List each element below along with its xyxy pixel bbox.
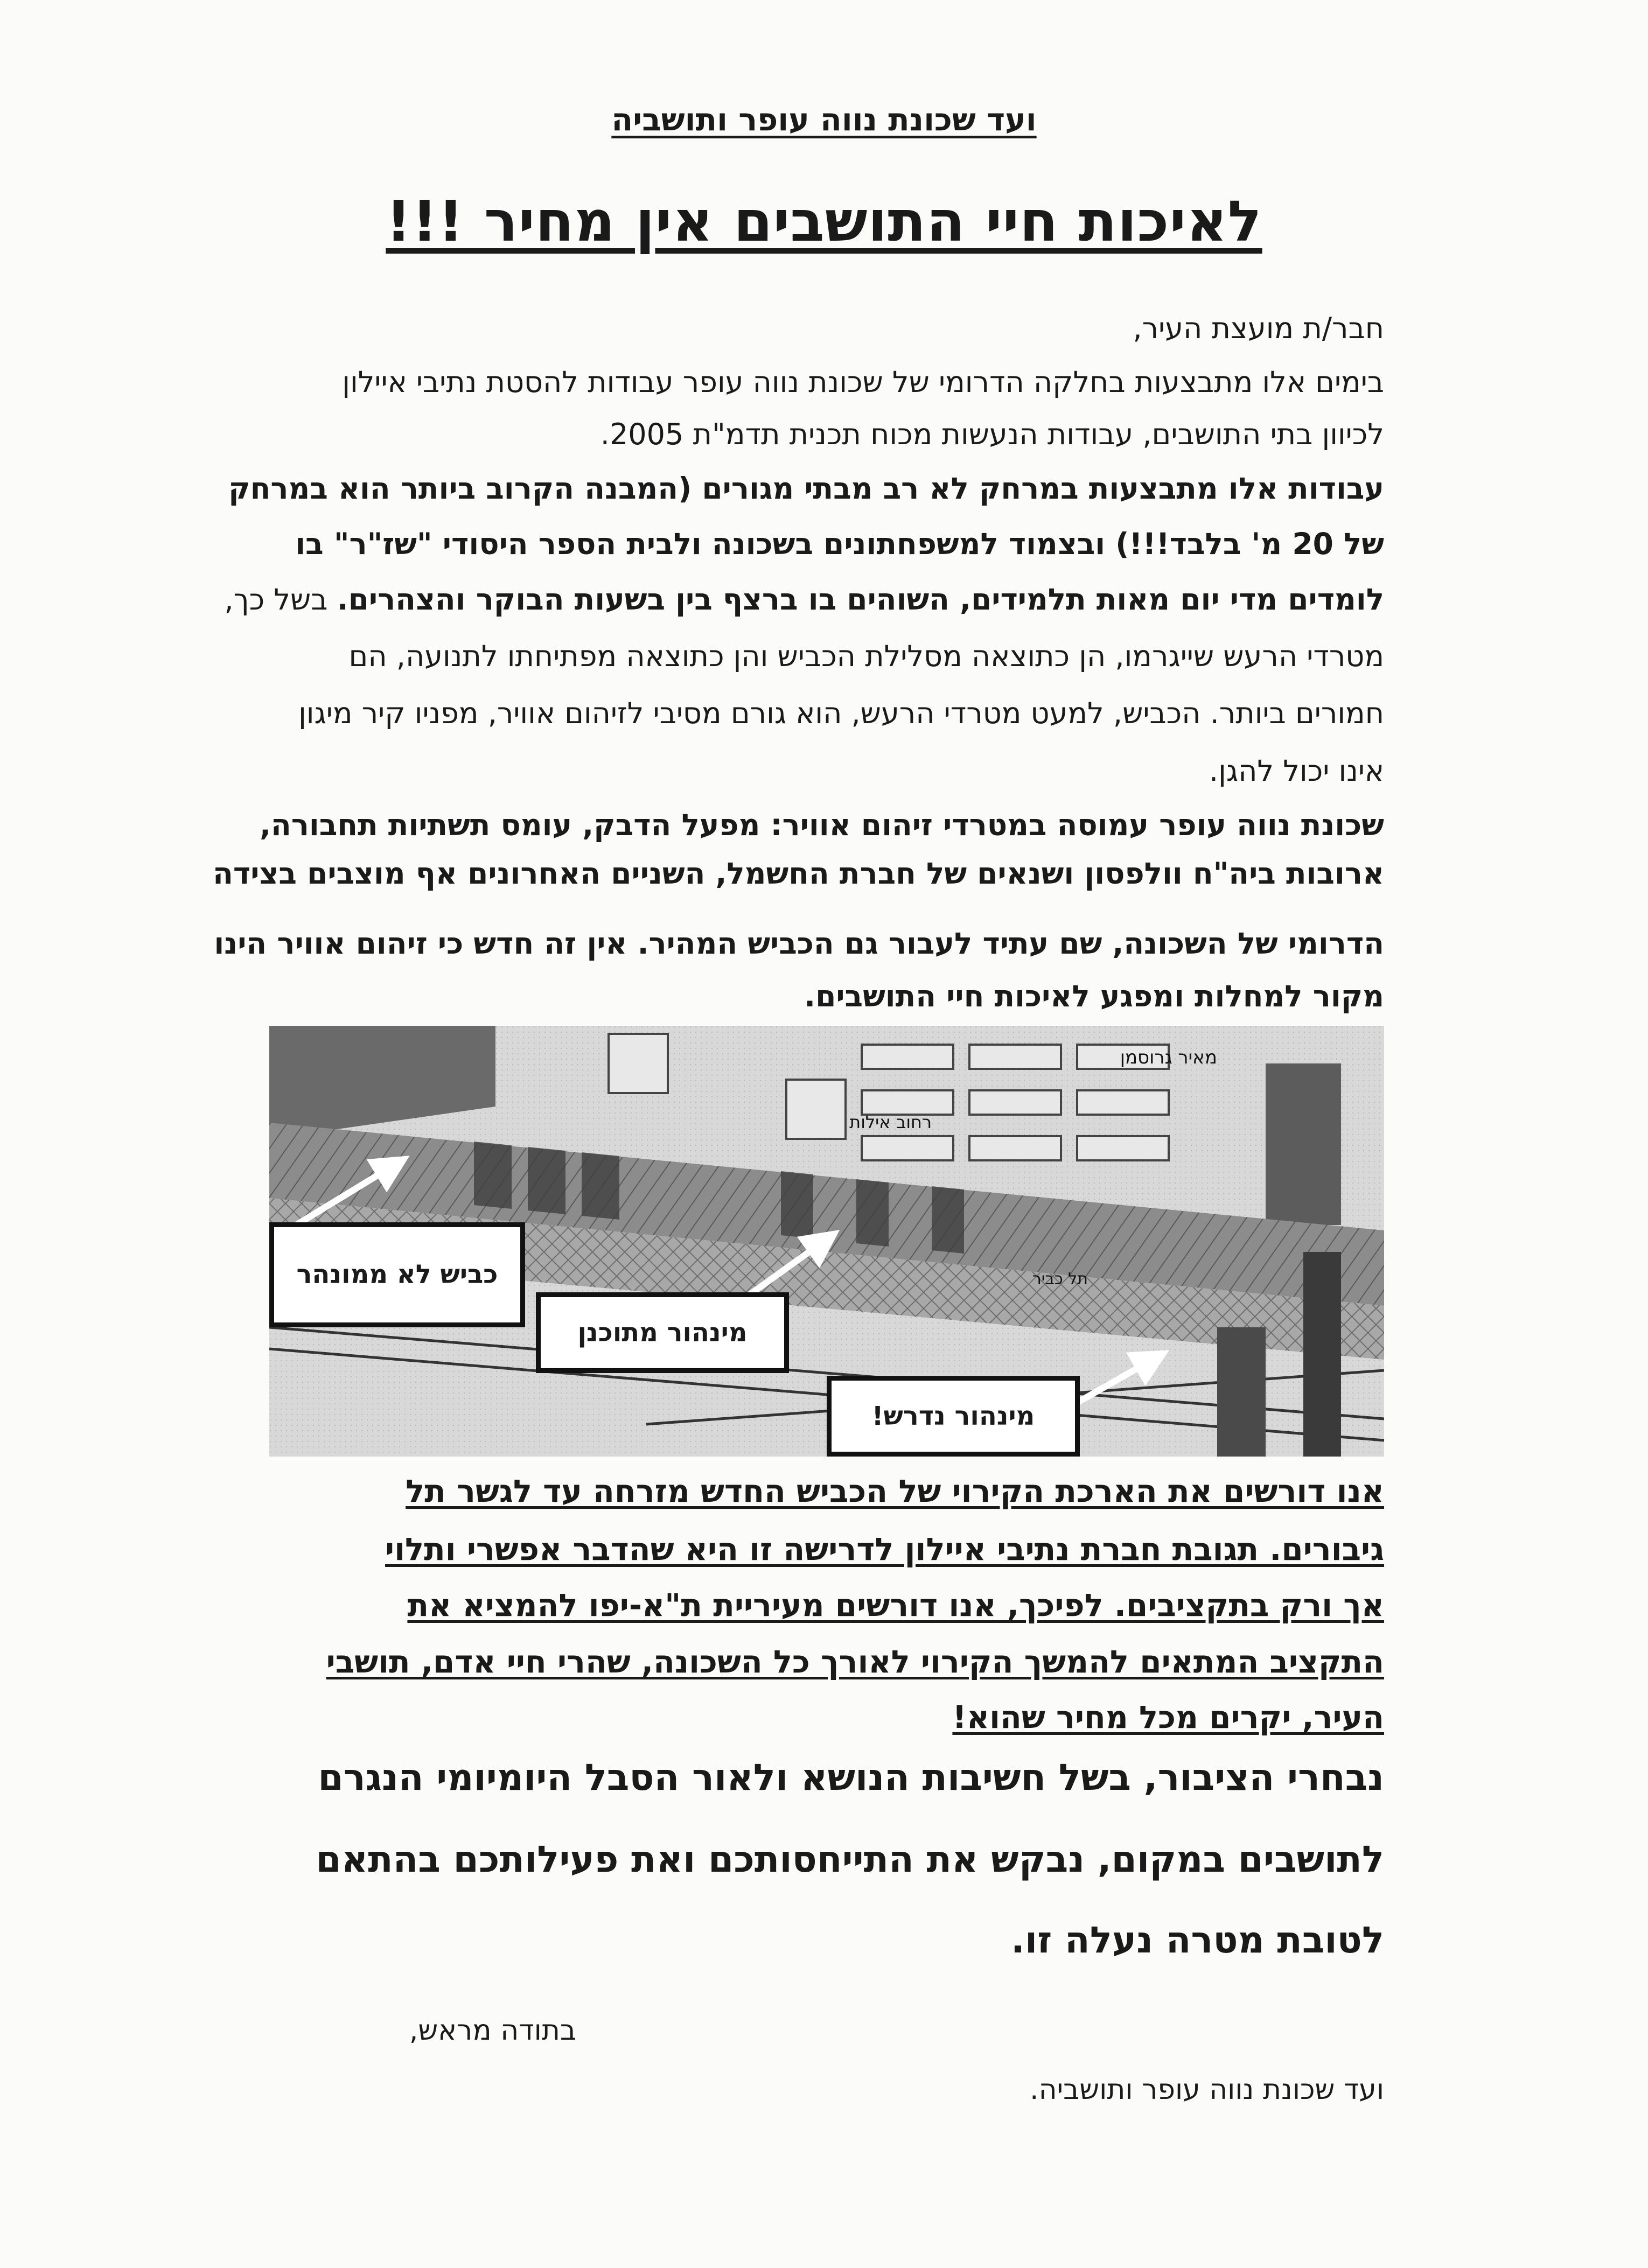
map-street-label: רחוב אילות <box>849 1112 932 1132</box>
route-map <box>269 1026 1384 1457</box>
works-line: חמורים ביותר. הכביש, למעט מטרדי הרעש, הוא גורם מסיבי לזיהום אוויר, מפניו קיר מיגון <box>298 696 1384 730</box>
appeal-line: לתושבים במקום, נבקש את התייחסותכם ואת פעילותכם בהתאם <box>316 1838 1384 1881</box>
greeting: חבר/ת מועצת העיר, <box>1133 311 1384 345</box>
demand-line: העיר, יקרים מכל מחיר שהוא! <box>952 1699 1384 1735</box>
works-line: לומדים מדי יום מאות תלמידים, השוהים בו ברצף בין בשעות הבוקר והצהרים. בשל כך, <box>224 582 1384 617</box>
works-line: עבודות אלו מתבצעות במרחק לא רב מבתי מגורים (המבנה הקרוב ביותר הוא במרחק <box>228 471 1384 506</box>
map-label-unroofed: כביש לא ממונהר <box>269 1222 525 1327</box>
demand-line: גיבורים. תגובת חברת נתיבי איילון לדרישה זו היא שהדבר אפשרי ותלוי <box>385 1531 1384 1567</box>
pollution-line: ארובות ביה"ח וולפסון ושנאים של חברת החשמל, השניים האחרונים אף מוצבים בצידה <box>213 856 1384 891</box>
demand-line: אנו דורשים את הארכת הקירוי של הכביש החדש מזרחה עד לגשר תל <box>406 1473 1384 1509</box>
pollution-line: שכונת נווה עופר עמוסה במטרדי זיהום אוויר: מפעל הדבק, עומס תשתיות תחבורה, <box>260 808 1384 842</box>
closing: בתודה מראש, <box>409 2014 576 2047</box>
map-street-label: תל כביר <box>1032 1270 1088 1289</box>
intro-line: לכיוון בתי התושבים, עבודות הנעשות מכוח תכנית תדמ"ת 2005. <box>600 417 1384 451</box>
pollution-line: הדרומי של השכונה, שם עתיד לעבור גם הכביש המהיר. אין זה חדש כי זיהום אוויר הינו <box>214 926 1384 961</box>
intro-line: בימים אלו מתבצעות בחלקה הדרומי של שכונת נווה עופר עבודות להסטת נתיבי איילון <box>342 365 1384 399</box>
demand-line: אך ורק בתקציבים. לפיכך, אנו דורשים מעיריית ת"א-יפו להמציא את <box>407 1587 1384 1623</box>
headline: לאיכות חיי התושבים אין מחיר !!! <box>386 188 1262 254</box>
map-label-required: מינהור נדרש! <box>827 1376 1080 1457</box>
appeal-line: לטובת מטרה נעלה זו. <box>1010 1919 1384 1962</box>
works-line: של 20 מ' בלבד!!!) ובצמוד למשפחתונים בשכונה ולבית הספר היסודי "שז"ר" בו <box>295 527 1384 561</box>
works-line: מטרדי הרעש שייגרמו, הן כתוצאה מסלילת הכביש והן כתוצאה מפתיחתו לתנועה, הם <box>348 639 1384 673</box>
map-label-planned: מינהור מתוכנן <box>536 1292 789 1373</box>
appeal-line: נבחרי הציבור, בשל חשיבות הנושא ולאור הסבל היומיומי הנגרם <box>318 1756 1384 1799</box>
works-line: אינו יכול להגן. <box>1209 754 1384 788</box>
committee-header: ועד שכונת נווה עופר ותושביה <box>611 101 1037 138</box>
demand-line: התקציב המתאים להמשך הקירוי לאורך כל השכונה, שהרי חיי אדם, תושבי <box>326 1643 1384 1680</box>
signature: ועד שכונת נווה עופר ותושביה. <box>1030 2074 1384 2106</box>
map-street-label: מאיר גרוסמן <box>1120 1047 1217 1068</box>
pollution-line: מקור למחלות ומפגע לאיכות חיי התושבים. <box>804 979 1384 1013</box>
